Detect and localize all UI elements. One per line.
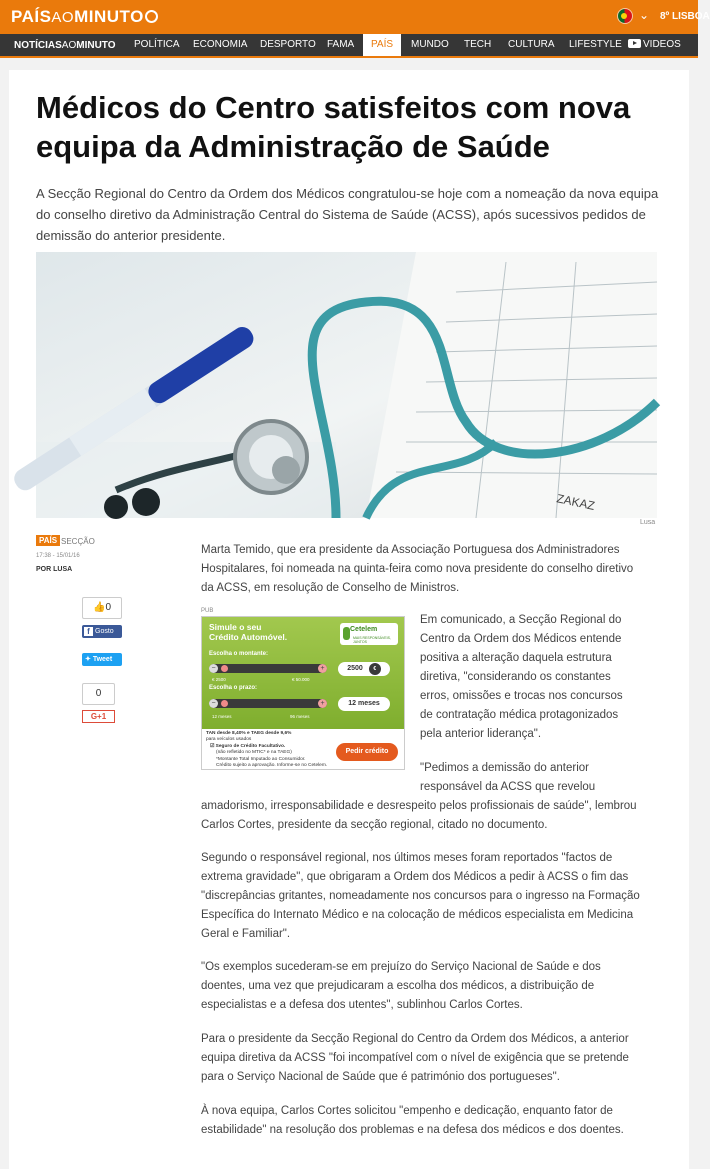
request-credit-button[interactable]: Pedir crédito xyxy=(336,743,398,761)
facebook-icon: f xyxy=(84,627,93,636)
thumbs-up-icon: 👍 xyxy=(92,602,106,613)
minus-icon[interactable]: − xyxy=(209,664,218,673)
ad-note-1: *Montante Total Imputado ao Consumidor. xyxy=(216,757,306,762)
checkbox-icon: ☑ xyxy=(210,744,215,749)
nav-item-fama[interactable]: FAMA xyxy=(327,39,355,50)
article-author: POR LUSA xyxy=(36,566,73,573)
nav-item-tech[interactable]: TECH xyxy=(464,39,492,50)
nav-item-cultura[interactable]: CULTURA xyxy=(508,39,555,50)
ad-insurance-sub: (não refletido no MTIC* e na TAEG) xyxy=(216,750,292,755)
nav-item-lifestyle[interactable]: LIFESTYLE xyxy=(569,39,622,50)
plus-icon[interactable]: + xyxy=(318,699,327,708)
article-paragraph: À nova equipa, Carlos Cortes solicitou "empenho e dedicação, enquanto fator de estabilidade" na resolução dos problemas e na defesa dos médicos e dos doentes. xyxy=(201,1105,624,1136)
ad-label: PUB xyxy=(201,608,214,614)
article-paragraph: Em comunicado, a Secção Regional do Centro da Ordem dos Médicos entende positiva a alteração daquela estrutura diretiva, "considerando os constantes erros, omissões e trocas nos concursos de contratação médica protagonizados pela anterior liderança". xyxy=(420,614,623,740)
article-title: Médicos do Centro satisfeitos com nova equipa da Administração de Saúde xyxy=(36,90,631,164)
chevron-down-icon[interactable]: ⌄ xyxy=(639,8,650,22)
term-max: 96 meses xyxy=(290,714,310,719)
article-paragraph: Para o presidente da Secção Regional do Centro da Ordem dos Médicos, a anterior equipa diretiva da ACSS "foi incompatível com o nível de exigência que se pretende para o Serviço Nacional de Saúde que é património dos portugueses". xyxy=(201,1033,629,1083)
nav-item-videos[interactable]: VIDEOS xyxy=(628,34,681,56)
article-paragraph: Segundo o responsável regional, nos últimos meses foram reportados "factos de extrema gravidade", que obrigaram a Ordem dos Médicos a pedir à ACSS o fim das "discrepâncias gritantes, nomeadamente nos concursos para o ingresso na Formação Específica do Internato Médico e na colocação de médicos especialista em Medicina Geral e Familiar". xyxy=(201,852,640,940)
cetelem-logo: Cetelem MAIS RESPONSÁVEIS, JUNTOS xyxy=(340,623,398,645)
portugal-flag-icon[interactable] xyxy=(617,8,633,24)
ad-tan: TAN desde 8,40% e TAEG desde 9,6% xyxy=(206,731,292,736)
term-label: Escolha o prazo: xyxy=(209,685,258,691)
nav-item-pais[interactable]: PAÍS xyxy=(363,34,401,56)
like-count-box: 👍0 xyxy=(82,597,122,619)
nav-item-mundo[interactable]: MUNDO xyxy=(411,39,449,50)
nav-item-desporto[interactable]: DESPORTO xyxy=(260,39,316,50)
term-slider[interactable] xyxy=(209,699,327,708)
svg-text:ZAKAZ: ZAKAZ xyxy=(555,491,597,513)
article-hero-image xyxy=(36,252,657,518)
term-value[interactable]: 12 meses xyxy=(338,697,390,711)
weather-label: 8º LISBOA xyxy=(660,11,710,22)
article-paragraph: Marta Temido, que era presidente da Associação Portuguesa dos Administradores Hospitalares, foi nomeada na quinta-feira como nova presidente do conselho diretivo da ACSS, em resolução de Conselho de Ministros. xyxy=(201,544,634,594)
plus-icon[interactable]: + xyxy=(318,664,327,673)
section-label: SECÇÃO xyxy=(61,537,95,546)
gplus-button[interactable]: G+1 xyxy=(82,710,115,723)
image-credit: Lusa xyxy=(640,519,656,526)
article-paragraph: "Os exemplos sucederam-se em prejuízo do Serviço Nacional de Saúde e dos doentes, uma vez que prejudicaram a escolha dos médicos, a distribuição de especialistas e a defesa dos utentes", sublinhou Carlos Cortes. xyxy=(201,961,601,1011)
cetelem-ad[interactable] xyxy=(201,616,405,770)
article-paragraph: "Pedimos a demissão do anterior responsável da ACSS que revelou xyxy=(420,762,596,793)
main-nav xyxy=(0,34,698,58)
article-lead: A Secção Regional do Centro da Ordem dos Médicos congratulou-se hoje com a nomeação da nova equipa do conselho diretivo da Administração Central do Sistema de Saúde (ACSS), após sucessivos pedidos de demissão do anterior presidente. xyxy=(36,186,659,243)
top-header xyxy=(0,0,710,34)
nav-brand[interactable]: NOTÍCIASAOMINUTO xyxy=(14,40,116,51)
gplus-count-box: 0 xyxy=(82,683,115,705)
amount-label: Escolha o montante: xyxy=(209,651,269,657)
facebook-like-button[interactable]: f Gosto xyxy=(82,625,122,638)
ad-insurance: ☑ Seguro de Crédito Facultativo. xyxy=(210,744,286,749)
ad-note-2: Crédito sujeito a aprovação. Informe-se no Cetelem. xyxy=(216,763,328,768)
site-logo[interactable]: PAÍSAOMINUTO xyxy=(11,7,158,27)
ad-tan-sub: para veículos usados xyxy=(206,737,252,742)
amount-min: € 2500 xyxy=(212,677,226,682)
article-date: 17:38 - 15/01/16 xyxy=(36,553,80,559)
amount-slider[interactable] xyxy=(209,664,327,673)
ad-title: Simule o seu Crédito Automóvel. xyxy=(209,622,288,642)
term-min: 12 meses xyxy=(212,714,232,719)
amount-value[interactable]: 2500 € xyxy=(338,662,390,676)
tweet-button[interactable]: ✦ Tweet xyxy=(82,653,122,666)
section-tag[interactable]: PAÍS xyxy=(36,535,60,546)
amount-max: € 50.000 xyxy=(292,677,310,682)
article-paragraph: amadorismo, irresponsabilidade e desrespeito pelos profissionais de saúde", lembrou Carlos Cortes, presidente da secção regional, citado no documento. xyxy=(201,800,637,831)
twitter-bird-icon: ✦ xyxy=(85,656,91,663)
nav-item-politica[interactable]: POLÍTICA xyxy=(134,39,180,50)
minus-icon[interactable]: − xyxy=(209,699,218,708)
nav-item-economia[interactable]: ECONOMIA xyxy=(193,39,248,50)
video-play-icon xyxy=(628,39,641,48)
